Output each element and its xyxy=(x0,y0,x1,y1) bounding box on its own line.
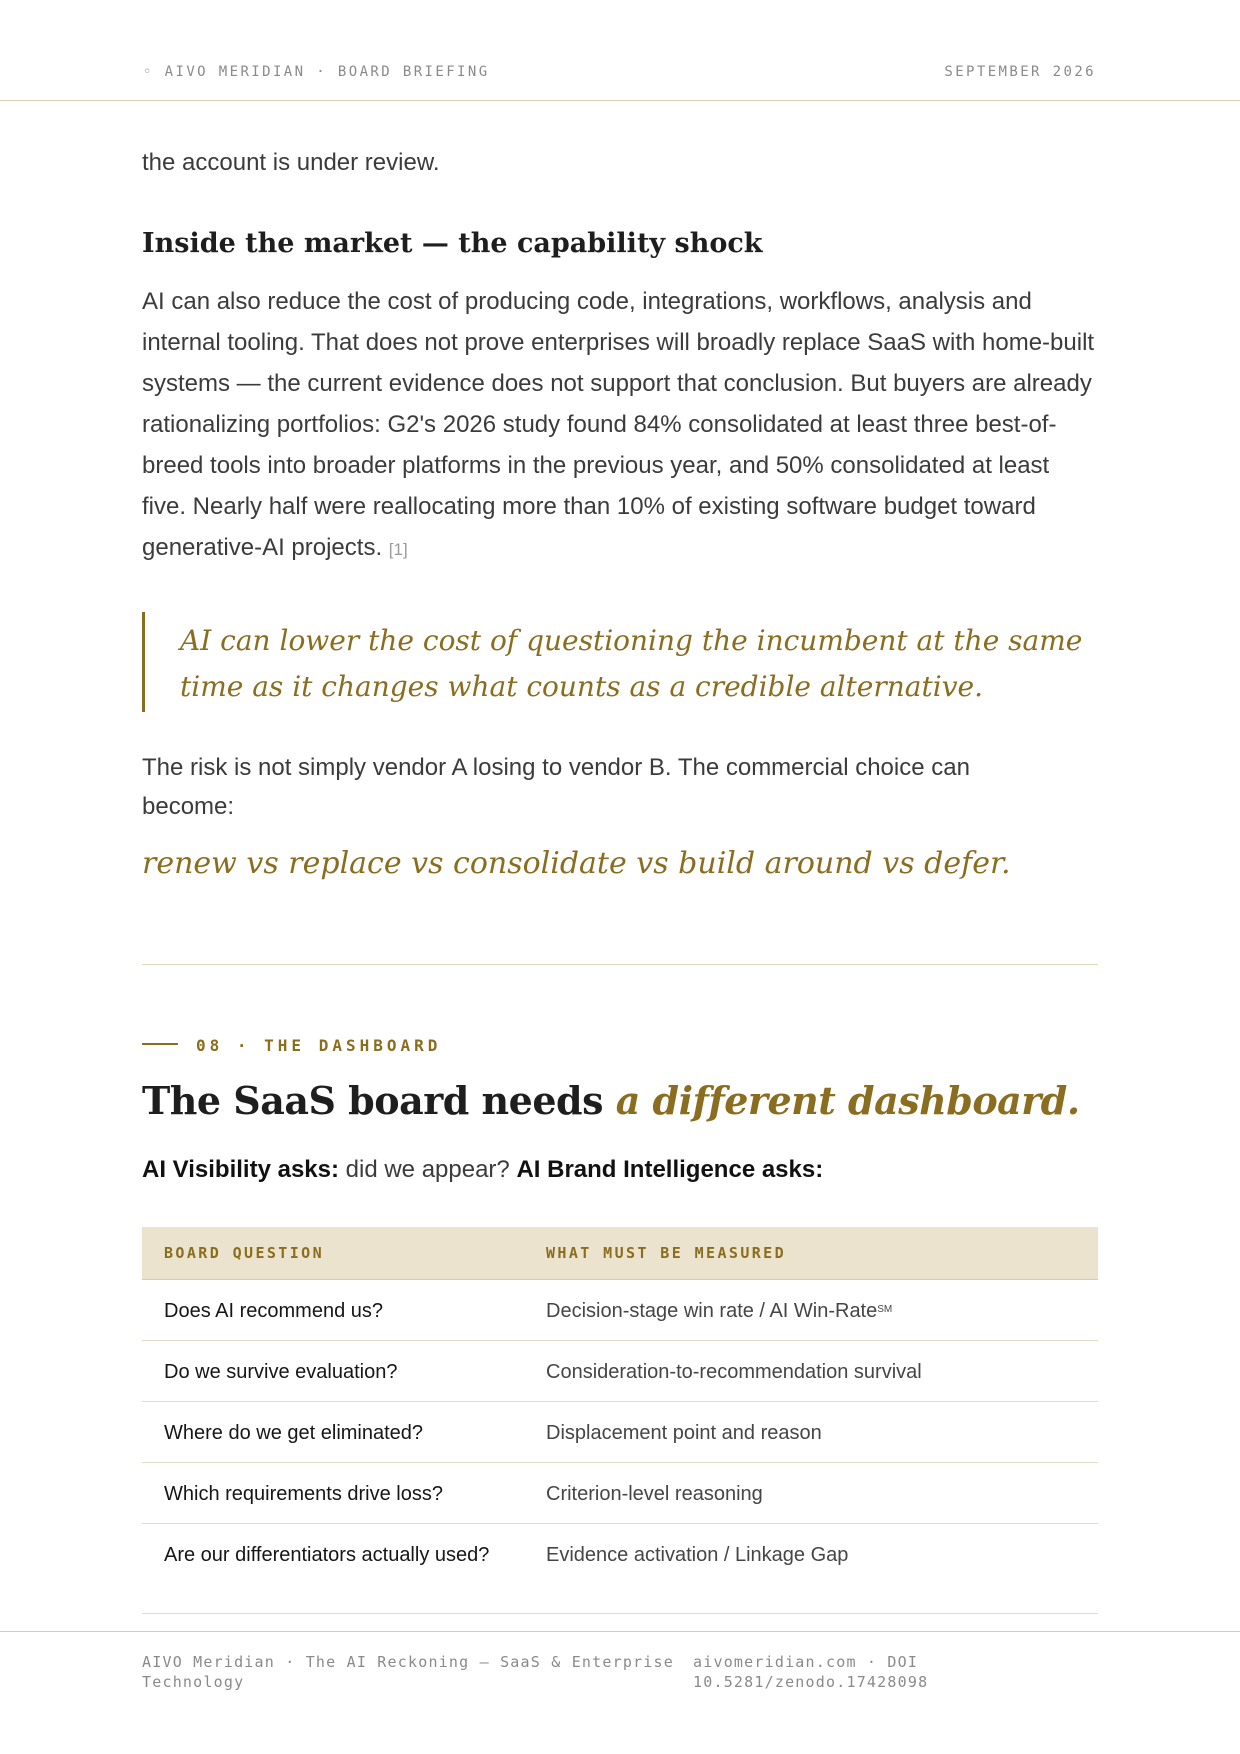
choices-line: renew vs replace vs consolidate vs build around vs defer. xyxy=(142,846,1011,881)
page-header xyxy=(0,0,1240,101)
service-mark: SM xyxy=(877,1304,893,1315)
header-brand: ◦ AIVO MERIDIAN · BOARD BRIEFING xyxy=(143,64,490,80)
footer-doi: aivomeridian.com · DOI 10.5281/zenodo.17428098 xyxy=(693,1653,929,1691)
column-header-measure: WHAT MUST BE MEASURED xyxy=(524,1227,1098,1280)
table-row xyxy=(142,1402,1098,1463)
measure-cell: Decision-stage win rate / AI Win-Rate℠ xyxy=(524,1280,1098,1341)
header-date: SEPTEMBER 2026 xyxy=(944,64,1096,80)
table-row xyxy=(142,1341,1098,1402)
section-divider xyxy=(142,964,1098,965)
page-footer xyxy=(0,1631,1240,1691)
table-row xyxy=(142,1524,1098,1614)
question-cell: Are our differentiators actually used? xyxy=(142,1524,524,1614)
column-header-question: BOARD QUESTION xyxy=(142,1227,524,1280)
eyebrow-rule xyxy=(142,1043,178,1045)
table-header-row xyxy=(142,1227,1098,1280)
carryover-paragraph: the account is under review. xyxy=(142,149,440,176)
section-eyebrow: 08 · THE DASHBOARD xyxy=(142,1036,441,1055)
market-section xyxy=(142,228,1098,259)
dashboard-title: The SaaS board needs a different dashboard. xyxy=(142,1078,1080,1123)
dashboard-table xyxy=(142,1227,1098,1614)
section-heading: Inside the market — the capability shock xyxy=(142,228,763,259)
table-row xyxy=(142,1280,1098,1341)
risk-paragraph: The risk is not simply vendor A losing to vendor B. The commercial choice can become: xyxy=(142,754,970,820)
market-body xyxy=(142,281,1098,570)
question-cell: Where do we get eliminated? xyxy=(142,1402,524,1463)
dashboard-title-emphasis: a different dashboard. xyxy=(615,1078,1080,1123)
question-cell: Does AI recommend us? xyxy=(142,1280,524,1341)
question-cell: Do we survive evaluation? xyxy=(142,1341,524,1402)
citation-link[interactable]: [1] xyxy=(388,540,408,559)
question-cell: Which requirements drive loss? xyxy=(142,1463,524,1524)
pull-quote xyxy=(142,612,1101,712)
measure-cell: Evidence activation / Linkage Gap xyxy=(524,1524,1098,1614)
dashboard-lede: AI Visibility asks: did we appear? AI Brand Intelligence asks: xyxy=(142,1156,824,1183)
measure-cell: Consideration-to-recommendation survival xyxy=(524,1341,1098,1402)
footer-publication: AIVO Meridian · The AI Reckoning — SaaS & Enterprise Technology xyxy=(142,1653,674,1691)
pull-quote-text: AI can lower the cost of questioning the incumbent at the same time as it changes what counts as a credible alternative. xyxy=(180,624,1083,703)
body-text: AI can also reduce the cost of producing code, integrations, workflows, analysis and internal tooling. That does not prove enterprises will broadly replace SaaS with home-built systems — the current evidence does not support that conclusion. But buyers are already rationalizing portfolios: G2's 2026 study found 84% consolidated at least three best-of-breed tools into broader platforms in the previous year, and 50% consolidated at least five. Nearly half were reallocating more than 10% of existing software budget toward generative-AI projects. xyxy=(142,288,1095,561)
measure-cell: Criterion-level reasoning xyxy=(524,1463,1098,1524)
table-row xyxy=(142,1463,1098,1524)
measure-cell: Displacement point and reason xyxy=(524,1402,1098,1463)
